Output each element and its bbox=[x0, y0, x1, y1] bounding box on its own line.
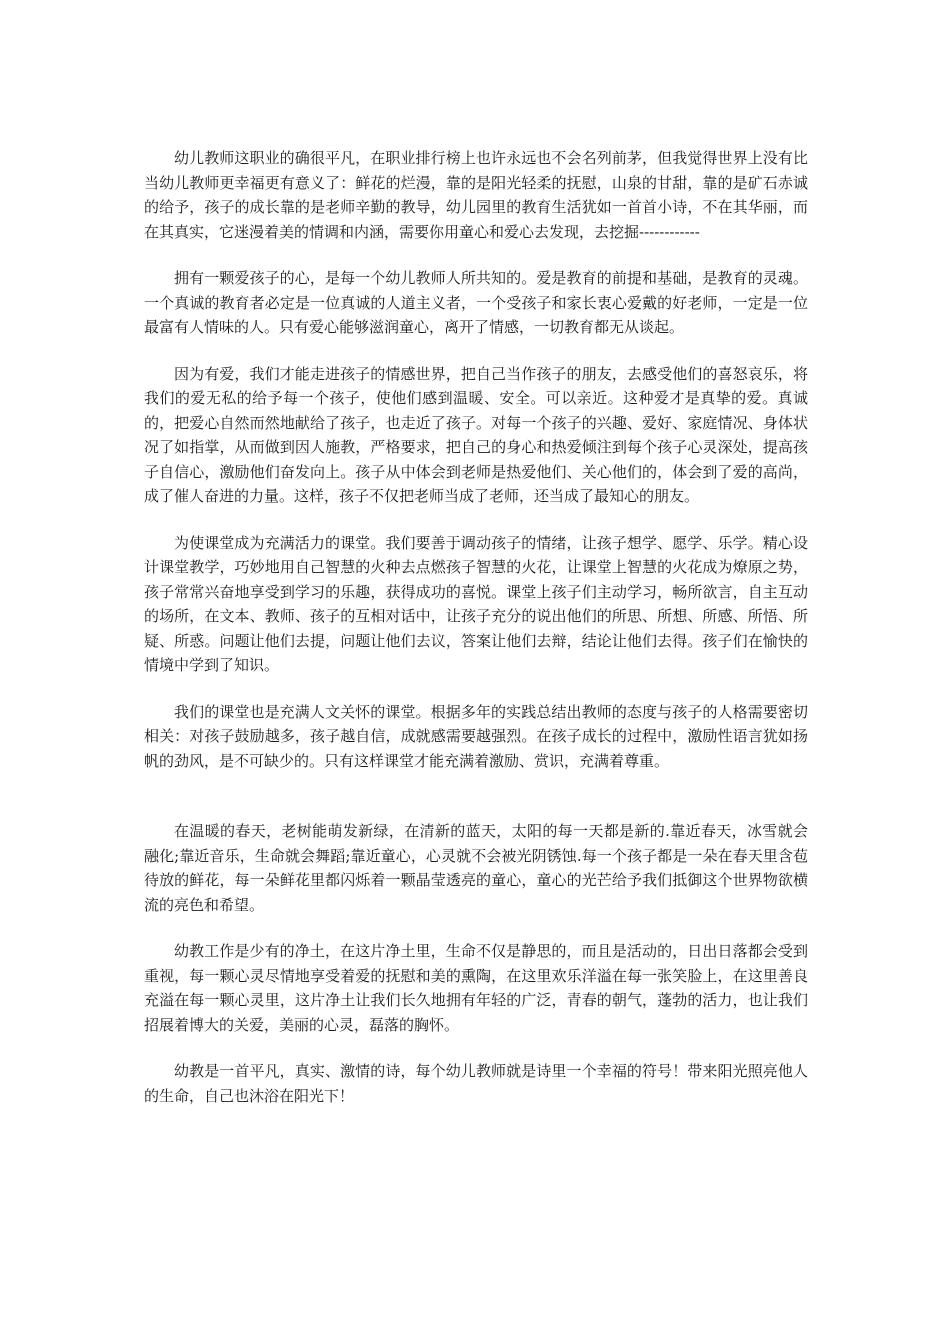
paragraph-2: 拥有一颗爱孩子的心，是每一个幼儿教师人所共知的。爱是教育的前提和基础，是教育的灵魂。一个真诚的教育者必定是一位真诚的人道主义者，一个受孩子和家长衷心爱戴的好老师，一定是一位最富有人情味的人。只有爱心能够滋润童心，离开了情感，一切教育都无从谈起。 bbox=[144, 269, 808, 336]
paragraph-4: 为使课堂成为充满活力的课堂。我们要善于调动孩子的情绪，让孩子想学、愿学、乐学。精心设计课堂教学，巧妙地用自己智慧的火种去点燃孩子智慧的火花，让课堂上智慧的火花成为燎原之势，孩子常常兴奋地享受到学习的乐趣，获得成功的喜悦。课堂上孩子们主动学习，畅所欲言，自主互动的场所，在文本、教师、孩子的互相对话中，让孩子充分的说出他们的所思、所想、所感、所悟、所疑、所惑。问题让他们去提，问题让他们去议，答案让他们去辩，结论让他们去得。孩子们在愉快的情境中学到了知识。 bbox=[144, 533, 808, 674]
document-body bbox=[144, 146, 808, 1108]
paragraph-6: 在温暖的春天，老树能萌发新绿，在清新的蓝天，太阳的每一天都是新的.靠近春天，冰雪就会融化;靠近音乐，生命就会舞蹈;靠近童心，心灵就不会被光阴锈蚀.每一个孩子都是一朵在春天里含苞待放的鲜花，每一朵鲜花里都闪烁着一颗晶莹透亮的童心，童心的光芒给予我们抵御这个世界物欲横流的亮色和希望。 bbox=[144, 822, 808, 914]
paragraph-5: 我们的课堂也是充满人文关怀的课堂。根据多年的实践总结出教师的态度与孩子的人格需要密切相关：对孩子鼓励越多，孩子越自信，成就感需要越强烈。在孩子成长的过程中，激励性语言犹如扬帆的劲风，是不可缺少的。只有这样课堂才能充满着激励、赏识，充满着尊重。 bbox=[144, 702, 808, 770]
paragraph-8: 幼教是一首平凡，真实、激情的诗，每个幼儿教师就是诗里一个幸福的符号！带来阳光照亮他人的生命，自己也沐浴在阳光下！ bbox=[144, 1062, 808, 1105]
paragraph-1: 幼儿教师这职业的确很平凡，在职业排行榜上也许永远也不会名列前茅，但我觉得世界上没有比当幼儿教师更幸福更有意义了：鲜花的烂漫，靠的是阳光轻柔的抚慰，山泉的甘甜，靠的是矿石赤诚的给予，孩子的成长靠的是老师辛勤的教导，幼儿园里的教育生活犹如一首首小诗，不在其华丽，而在其真实，它迷漫着美的情调和内涵，需要你用童心和爱心去发现，去挖掘------------ bbox=[144, 149, 808, 241]
paragraph-3: 因为有爱，我们才能走进孩子的情感世界，把自己当作孩子的朋友，去感受他们的喜怒哀乐，将我们的爱无私的给予每一个孩子，使他们感到温暖、安全。可以亲近。这种爱才是真挚的爱。真诚的，把爱心自然而然地献给了孩子，也走近了孩子。对每一个孩子的兴趣、爱好、家庭情况、身体状况了如指掌，从而做到因人施教，严格要求，把自己的身心和热爱倾注到每个孩子心灵深处，提高孩子自信心，激励他们奋发向上。孩子从中体会到老师是热爱他们、关心他们的，体会到了爱的高尚，成了催人奋进的力量。这样，孩子不仅把老师当成了老师，还当成了最知心的朋友。 bbox=[144, 364, 808, 505]
paragraph-7: 幼教工作是少有的净土，在这片净土里，生命不仅是静思的，而且是活动的，日出日落都会受到重视，每一颗心灵尽情地享受着爱的抚慰和美的熏陶，在这里欢乐洋溢在每一张笑脸上，在这里善良充溢在每一颗心灵里，这片净土让我们长久地拥有年轻的广泛，青春的朝气，蓬勃的活力，也让我们招展着博大的关爱，美丽的心灵，磊落的胸怀。 bbox=[144, 942, 808, 1034]
